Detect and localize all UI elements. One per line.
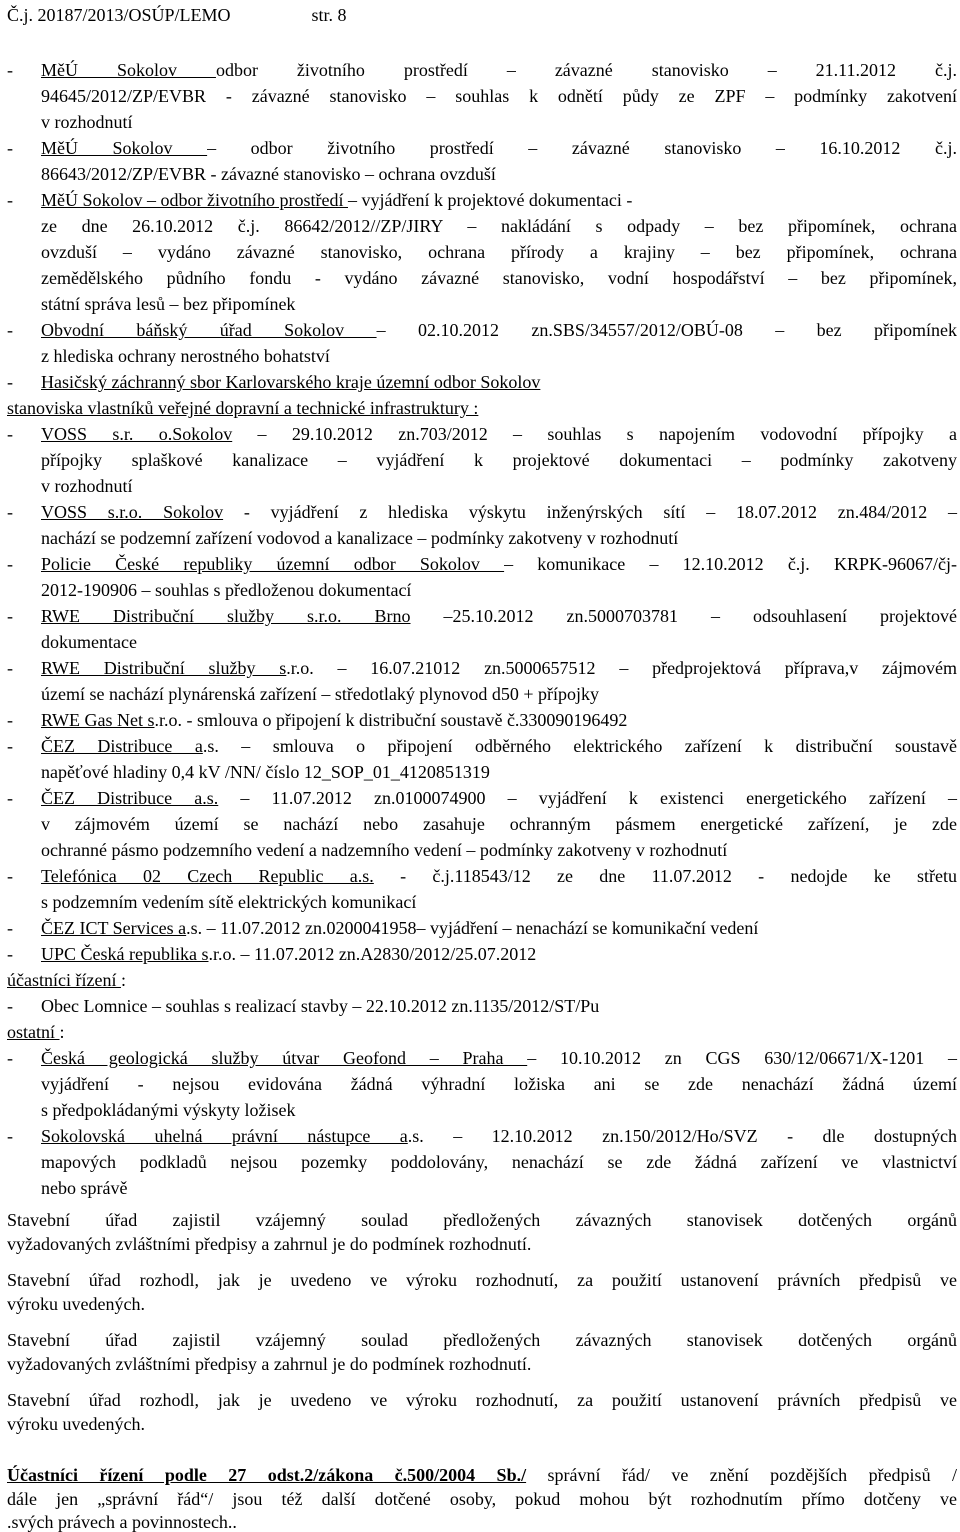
list-item-text: zemědělského půdního fondu - vydáno závazné stanovisko, vodní hospodářství – bez připomínek,: [41, 268, 957, 288]
list-dash: -: [7, 502, 13, 522]
list-item-text: 94645/2012/ZP/EVBR - závazné stanovisko – souhlas k odnětí půdy ze ZPF – podmínky zakotvení: [41, 86, 957, 106]
list-item: [41, 61, 957, 79]
list-item: [41, 945, 536, 963]
section-heading-text: stanoviska vlastníků veřejné dopravní a technické infrastruktury :: [7, 398, 479, 418]
list-dash: -: [7, 944, 13, 964]
list-item-text: s podzemním vedením sítě elektrických komunikací: [41, 892, 417, 912]
list-item: [41, 659, 957, 677]
list-item-text: nachází se podzemní zařízení vodovod a kanalizace – podmínky zakotveny v rozhodnutí: [41, 528, 679, 548]
authority-name: RWE Distribuční služby s: [41, 658, 287, 678]
paragraph-line: Stavební úřad rozhodl, jak je uvedeno ve výroku rozhodnutí, za použití ustanovení právních předpisů ve: [7, 1390, 957, 1410]
item-text: – 11.07.2012 zn.0100074900 – vyjádření k existenci energetického zařízení –: [218, 788, 957, 808]
list-item-text: Obec Lomnice – souhlas s realizací stavby – 22.10.2012 zn.1135/2012/ST/Pu: [41, 996, 600, 1016]
paragraph-line: výroku uvedených.: [7, 1294, 145, 1314]
authority-name: ČEZ Distribuce a: [41, 736, 203, 756]
section-heading-text: ostatní: [7, 1022, 60, 1042]
authority-name: MěÚ Sokolov: [41, 138, 208, 158]
authority-name: ČEZ Distribuce a.s.: [41, 788, 219, 808]
list-item-text: v zájmovém území se nachází nebo zasahuje ochranným pásmem energetické zařízení, je zde: [41, 814, 957, 834]
paragraph-line: Stavební úřad zajistil vzájemný soulad předložených závazných stanovisek dotčených orgánů: [7, 1210, 957, 1230]
authority-name: MěÚ Sokolov – odbor životního prostředí: [41, 190, 348, 210]
authority-name: ČEZ ICT Services a: [41, 918, 187, 938]
authority-name: VOSS s.r.o. Sokolov: [41, 502, 224, 522]
list-dash: -: [7, 788, 13, 808]
item-text: - vyjádření z hlediska výskytu inženýrských sítí – 18.07.2012 zn.484/2012 –: [223, 502, 957, 522]
item-text: – odbor životního prostředí – závazné stanovisko – 16.10.2012 č.j.: [207, 138, 957, 158]
list-dash: -: [7, 60, 13, 80]
item-text: .s. – 11.07.2012 zn.0200041958– vyjádření – nenachází se komunikační vedení: [186, 918, 759, 938]
authority-name: Sokolovská uhelná právní nástupce a: [41, 1126, 408, 1146]
authority-name: MěÚ Sokolov: [41, 60, 216, 80]
list-item-text: státní správa lesů – bez připomínek: [41, 294, 296, 314]
list-dash: -: [7, 736, 13, 756]
list-item-text: nebo správě: [41, 1178, 128, 1198]
authority-name: Obvodní báňský úřad Sokolov: [41, 320, 377, 340]
list-dash: -: [7, 1126, 13, 1146]
section-heading-colon: :: [59, 1022, 65, 1042]
list-item: [41, 321, 957, 339]
list-dash: -: [7, 554, 13, 574]
item-text: .s. – smlouva o připojení odběrného elektrického zařízení k distribuční soustavě: [202, 736, 957, 756]
authority-name: RWE Gas Net s: [41, 710, 155, 730]
paragraph-line: Stavební úřad rozhodl, jak je uvedeno ve výroku rozhodnutí, za použití ustanovení právních předpisů ve: [7, 1270, 957, 1290]
list-item-text: 86643/2012/ZP/EVBR - závazné stanovisko – ochrana ovzduší: [41, 164, 496, 184]
list-item: [41, 503, 957, 521]
authority-name: Hasičský záchranný sbor Karlovarského kraje územní odbor Sokolov: [41, 372, 541, 392]
list-item-text: ochranné pásmo podzemního vedení a nadzemního vedení – podmínky zakotveny v rozhodnutí: [41, 840, 728, 860]
authority-name: RWE Distribuční služby s.r.o. Brno: [41, 606, 411, 626]
section-heading: [7, 1023, 65, 1041]
list-item: [41, 555, 957, 573]
list-dash: -: [7, 320, 13, 340]
list-item: [41, 1127, 957, 1145]
list-item-text: v rozhodnutí: [41, 112, 133, 132]
list-item: [41, 1049, 957, 1067]
list-item-text: z hlediska ochrany nerostného bohatství: [41, 346, 330, 366]
authority-name: UPC Česká republika s: [41, 944, 209, 964]
list-dash: -: [7, 996, 13, 1016]
paragraph-line: výroku uvedených.: [7, 1414, 145, 1434]
item-text: – 10.10.2012 zn CGS 630/12/06671/X-1201 –: [527, 1048, 957, 1068]
section-heading-colon: :: [120, 970, 126, 990]
participants-heading: Účastníci řízení podle 27 odst.2/zákona č.500/2004 Sb./: [7, 1465, 527, 1485]
item-text: .s. – 12.10.2012 zn.150/2012/Ho/SVZ - dle dostupných: [407, 1126, 957, 1146]
authority-name: Telefónica 02 Czech Republic a.s.: [41, 866, 374, 886]
list-dash: -: [7, 372, 13, 392]
section-heading: [7, 399, 478, 417]
list-item-text: území se nachází plynárenská zařízení – středotlaký plynovod d50 + přípojky: [41, 684, 599, 704]
list-item-text: ze dne 26.10.2012 č.j. 86642/2012//ZP/JIRY – nakládání s odpady – bez připomínek, ochrana: [41, 216, 957, 236]
list-item-text: ovzduší – vydáno závazné stanovisko, ochrana přírody a krajiny – bez připomínek, ochrana: [41, 242, 957, 262]
paragraph-line: Stavební úřad zajistil vzájemný soulad předložených závazných stanovisek dotčených orgánů: [7, 1330, 957, 1350]
page-number: str. 8: [311, 5, 347, 25]
list-dash: -: [7, 1048, 13, 1068]
list-dash: -: [7, 918, 13, 938]
paragraph-line: vyžadovaných zvláštními předpisy a zahrnul je do podmínek rozhodnutí.: [7, 1234, 532, 1254]
list-dash: -: [7, 866, 13, 886]
list-item-text: přípojky splaškové kanalizace – vyjádření k projektové dokumentaci – podmínky zakotveny: [41, 450, 957, 470]
list-dash: -: [7, 658, 13, 678]
item-text: – 02.10.2012 zn.SBS/34557/2012/OBÚ-08 – bez připomínek: [376, 320, 957, 340]
section-heading: [7, 971, 126, 989]
item-text: .r.o. – 16.07.21012 zn.5000657512 – předprojektová příprava,v zájmovém: [286, 658, 957, 678]
item-text: - č.j.118543/12 ze dne 11.07.2012 - nedojde ke střetu: [373, 866, 957, 886]
list-item-text: v rozhodnutí: [41, 476, 133, 496]
item-text: –25.10.2012 zn.5000703781 – odsouhlasení projektové: [410, 606, 957, 626]
list-item: [41, 919, 758, 937]
paragraph-line: dále jen „správní řád“/ jsou též další dotčené osoby, pokud mohou být rozhodnutím přímo dotčeny ve: [7, 1489, 957, 1509]
item-text: – 29.10.2012 zn.703/2012 – souhlas s napojením vodovodní přípojky a: [232, 424, 957, 444]
authority-name: VOSS s.r. o.Sokolov: [41, 424, 233, 444]
paragraph-line: [7, 1466, 957, 1484]
list-item: [41, 607, 957, 625]
list-item: [41, 139, 957, 157]
document-reference: Č.j. 20187/2013/OSÚP/LEMO: [7, 5, 231, 25]
list-item-text: 2012-190906 – souhlas s předloženou dokumentací: [41, 580, 412, 600]
paragraph-text: správní řád/ ve znění pozdějších předpisů /: [526, 1465, 957, 1485]
list-dash: -: [7, 710, 13, 730]
list-dash: -: [7, 190, 13, 210]
list-item-text: vyjádření - nejsou evidována žádná výhradní ložiska ani se zde nenachází žádná území: [41, 1074, 957, 1094]
item-text: – vyjádření k projektové dokumentaci -: [347, 190, 633, 210]
paragraph-line: vyžadovaných zvláštními předpisy a zahrnul je do podmínek rozhodnutí.: [7, 1354, 532, 1374]
list-item: [41, 737, 957, 755]
item-text: – komunikace – 12.10.2012 č.j. KRPK-96067/čj-: [504, 554, 957, 574]
item-text: odbor životního prostředí – závazné stanovisko – 21.11.2012 č.j.: [215, 60, 957, 80]
item-text: .r.o. - smlouva o připojení k distribuční soustavě č.330090196492: [154, 710, 628, 730]
authority-name: Policie České republiky územní odbor Sokolov: [41, 554, 505, 574]
list-dash: -: [7, 606, 13, 626]
authority-name: Česká geologická služby útvar Geofond – Praha: [41, 1048, 528, 1068]
list-dash: -: [7, 138, 13, 158]
item-text: .r.o. – 11.07.2012 zn.A2830/2012/25.07.2012: [208, 944, 537, 964]
list-item: [41, 425, 957, 443]
list-item: [41, 789, 957, 807]
list-dash: -: [7, 424, 13, 444]
paragraph-line-last: .svých právech a povinnostech..: [7, 1512, 237, 1532]
list-item-text: mapových podkladů nejsou pozemky poddolovány, nenachází se zde žádná zařízení ve vlastnictví: [41, 1152, 957, 1172]
list-item: [41, 711, 627, 729]
list-item-text: napěťové hladiny 0,4 kV /NN/ číslo 12_SOP_01_4120851319: [41, 762, 490, 782]
list-item: [41, 867, 957, 885]
list-item: [41, 191, 632, 209]
list-item-text: dokumentace: [41, 632, 137, 652]
section-heading-text: účastníci řízení: [7, 970, 121, 990]
list-item: [41, 373, 540, 391]
header-line: [7, 6, 347, 24]
list-item-text: s předpokládanými výskyty ložisek: [41, 1100, 296, 1120]
